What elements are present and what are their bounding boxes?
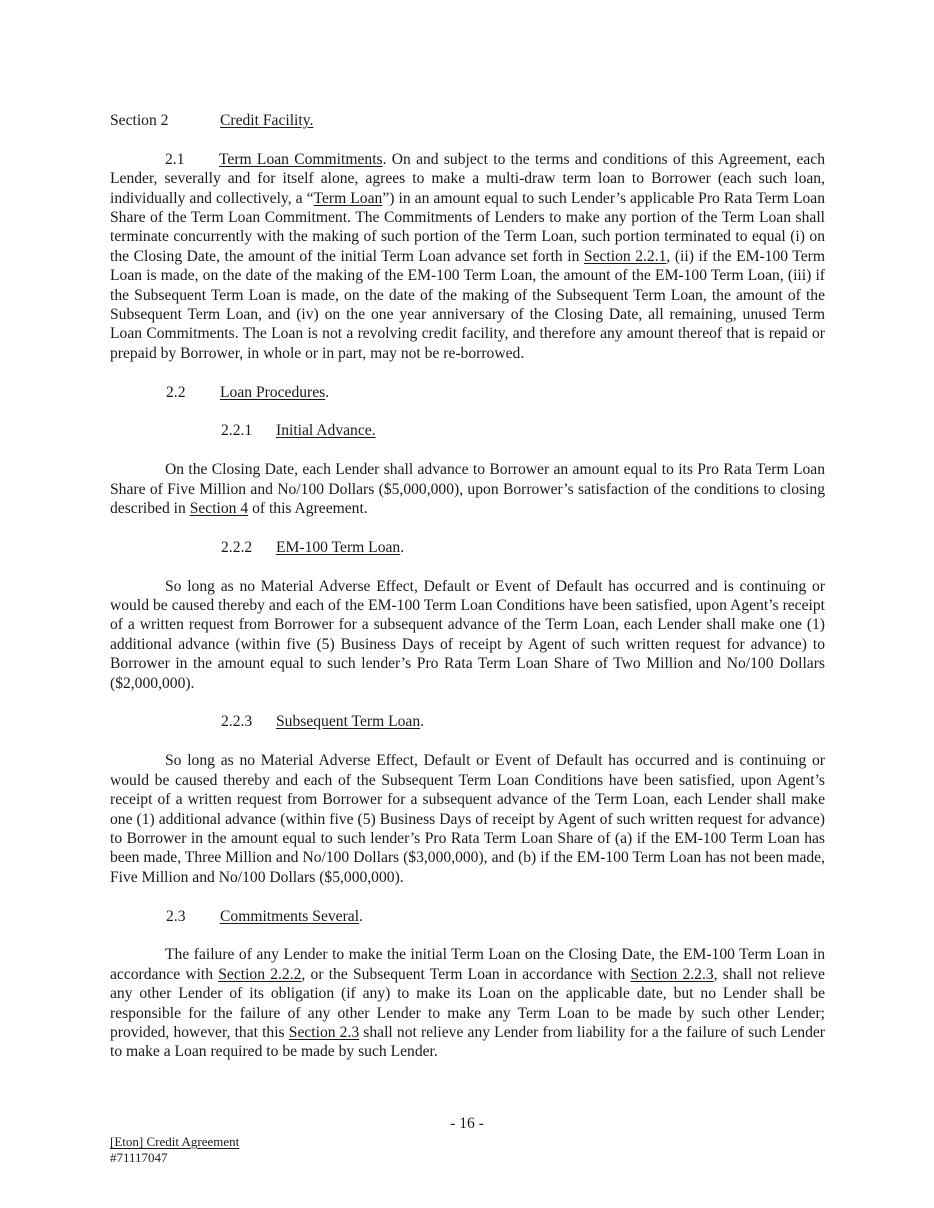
paragraph-2-3 bbox=[110, 945, 825, 1061]
clause-number: 2.2 bbox=[166, 383, 186, 401]
paragraph-2-1 bbox=[110, 150, 825, 363]
clause-text: . On and subject to the terms and conditions of this Agreement, each Lender, severally and for itself alone, agrees to make a multi-draw term loan to Borrower (each such loan, individually and collectively, a “ bbox=[110, 150, 826, 207]
clause-text: , (ii) if the EM-100 Term Loan is made, on the date of the making of the EM-100 Term Loan, the amount of the EM-100 Term Loan, (iii) if the Subsequent Term Loan is made, on the date of the making of the Subsequent Term Loan, the amount of the Subsequent Term Loan, and (iv) on the one year anniversary of the Closing Date, all remaining, unused Term Loan Commitments. The Loan is not a revolving credit facility, and therefore any amount thereof that is repaid or prepaid by Borrower, in whole or in part, may not be re-borrowed. bbox=[110, 247, 825, 362]
clause-number: 2.1 bbox=[165, 150, 185, 168]
clause-number: 2.2.3 bbox=[221, 713, 253, 731]
clause-title: Initial Advance. bbox=[276, 422, 376, 440]
section-reference-link[interactable]: Section 2.2.3 bbox=[630, 965, 714, 983]
heading-2-2 bbox=[110, 383, 825, 402]
clause-punct: . bbox=[420, 713, 425, 731]
footer-doc-title: [Eton] Credit Agreement bbox=[110, 1134, 240, 1149]
heading-2-3 bbox=[110, 907, 825, 926]
heading-2-2-1 bbox=[110, 421, 825, 440]
clause-text: shall not relieve any Lender from liability for a the failure of such Lender to make a Loan required to be made by such Lender. bbox=[110, 1023, 825, 1061]
clause-number: 2.2.1 bbox=[221, 422, 253, 440]
clause-title: Loan Procedures bbox=[220, 383, 326, 401]
section-title: Credit Facility. bbox=[220, 112, 314, 129]
document-page bbox=[110, 111, 825, 1062]
clause-number: 2.3 bbox=[166, 907, 186, 925]
clause-title: Commitments Several bbox=[220, 907, 360, 925]
paragraph-2-2-1 bbox=[110, 460, 825, 518]
section-reference-link[interactable]: Section 2.3 bbox=[288, 1023, 360, 1041]
clause-text: , shall not relieve any other Lender of its obligation (if any) to make its Loan on the applicable date, but no Lender shall be responsible for the failure of any other Lender to make any Term Loan to be made by such other Lender; provided, however, that this bbox=[110, 965, 825, 1041]
section-heading bbox=[110, 111, 825, 130]
section-number: Section 2 bbox=[110, 112, 169, 129]
clause-number: 2.2.2 bbox=[221, 538, 253, 556]
clause-punct: . bbox=[359, 907, 363, 925]
clause-text: The failure of any Lender to make the initial Term Loan on the Closing Date, the EM-100 Term Loan in accordance with bbox=[110, 946, 825, 983]
clause-text: On the Closing Date, each Lender shall advance to Borrower an amount equal to its Pro Rata Term Loan Share of Five Million and No/100 Dollars ($5,000,000), upon Borrower’s satisfaction of the conditions to closing described in bbox=[110, 461, 825, 518]
footer-doc-id: #71117047 bbox=[110, 1150, 168, 1165]
section-reference-link[interactable]: Section 2.2.1 bbox=[583, 247, 667, 265]
heading-2-2-2 bbox=[110, 538, 825, 557]
page-number: - 16 - bbox=[450, 1115, 484, 1132]
paragraph-2-2-2: So long as no Material Adverse Effect, Default or Event of Default has occurred and is continuing or would be caused thereby and each of the EM-100 Term Loan Conditions have been satisfied, upon Agent’s receipt of a written request from Borrower for a subsequent advance of the Term Loan, each Lender shall make one (1) additional advance (within five (5) Business Days of receipt by Agent of such written request for advance) to Borrower in the amount equal to such lender’s Pro Rata Term Loan Share of Two Million and No/100 Dollars ($2,000,000). bbox=[110, 577, 825, 692]
defined-term: Term Loan bbox=[313, 189, 383, 207]
clause-punct: . bbox=[400, 538, 405, 556]
clause-title: Term Loan Commitments bbox=[219, 150, 383, 168]
clause-text: of this Agreement. bbox=[248, 500, 368, 518]
clause-punct: . bbox=[325, 383, 330, 401]
footer-doc-info bbox=[110, 1134, 239, 1166]
heading-2-2-3 bbox=[110, 712, 825, 731]
clause-text: ”) in an amount equal to such Lender’s applicable Pro Rata Term Loan Share of the Term Loan Commitment. The Commitments of Lenders to make any portion of the Term Loan shall terminate concurrently with the making of such portion of the Term Loan, such portion terminated to equal (i) on the Closing Date, the amount of the initial Term Loan advance set forth in bbox=[110, 189, 825, 265]
clause-title: Subsequent Term Loan bbox=[276, 713, 421, 731]
section-reference-link[interactable]: Section 2.2.2 bbox=[218, 965, 302, 983]
clause-text: , or the Subsequent Term Loan in accordance with bbox=[301, 965, 631, 983]
section-reference-link[interactable]: Section 4 bbox=[189, 500, 249, 518]
paragraph-2-2-3: So long as no Material Adverse Effect, Default or Event of Default has occurred and is continuing or would be caused thereby and each of the Subsequent Term Loan Conditions have been satisfied, upon Agent’s receipt of a written request from Borrower for a subsequent advance of the Term Loan, each Lender shall make one (1) additional advance (within five (5) Business Days of receipt by Agent of such written request for advance) to Borrower in the amount equal to such lender’s Pro Rata Term Loan Share of (a) if the EM-100 Term Loan has been made, Three Million and No/100 Dollars ($3,000,000), and (b) if the EM-100 Term Loan has not been made, Five Million and No/100 Dollars ($5,000,000). bbox=[110, 752, 825, 886]
clause-title: EM-100 Term Loan bbox=[276, 538, 401, 556]
